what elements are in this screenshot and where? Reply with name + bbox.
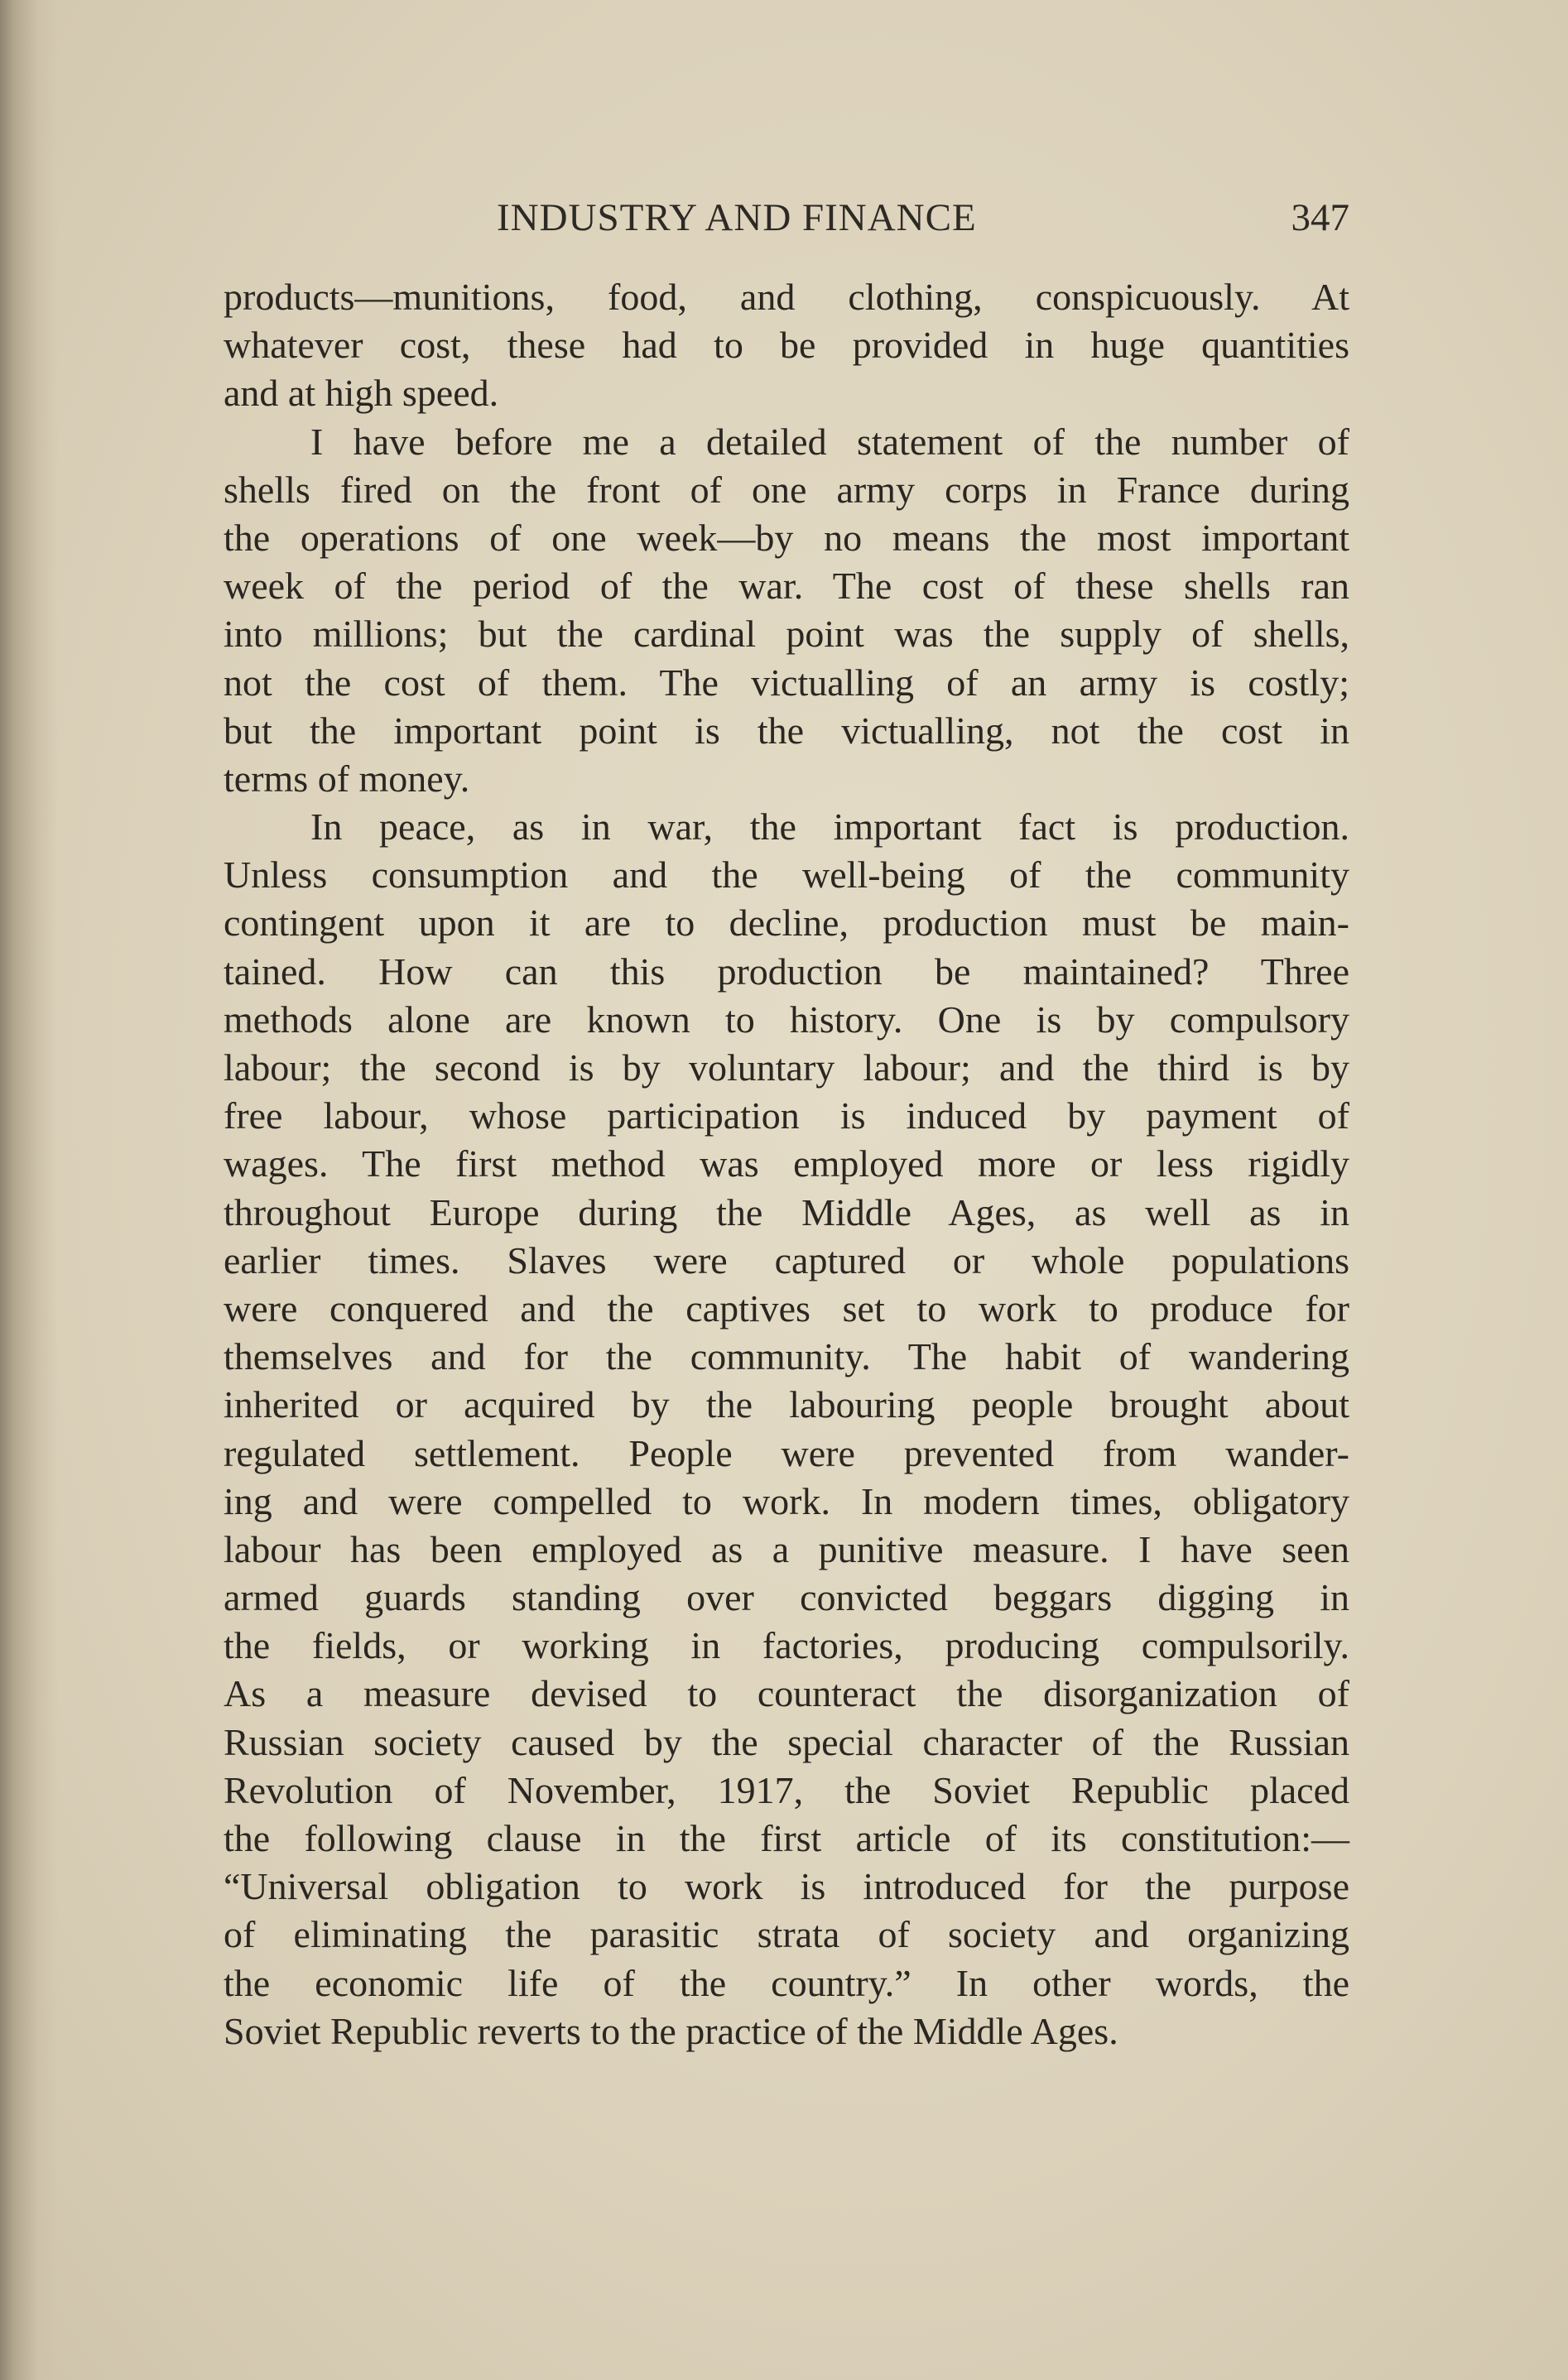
text-line: and at high speed. (224, 372, 499, 415)
text-line: products—munitions, food, and clothing, conspicuously. At (224, 276, 1349, 318)
text-line: into millions; but the cardinal point was the supply of shells, (224, 613, 1349, 656)
running-title: INDUSTRY AND FINANCE (497, 196, 977, 239)
text-line: earlier times. Slaves were captured or whole populations (224, 1238, 1349, 1281)
page-number: 347 (1291, 196, 1349, 239)
text-line: Soviet Republic reverts to the practice of the Middle Ages. (224, 2009, 1118, 2052)
binding-gutter-shadow (0, 0, 58, 2380)
text-line: were conquered and the captives set to work to produce for (224, 1286, 1349, 1329)
text-line: contingent upon it are to decline, production must be main- (224, 902, 1349, 945)
text-line: inherited or acquired by the labouring people brought about (224, 1383, 1349, 1426)
text-line: Unless consumption and the well-being of the community (224, 853, 1349, 897)
text-line: shells fired on the front of one army corps in France during (224, 468, 1349, 511)
running-head (224, 189, 1349, 247)
text-line: labour; the second is by voluntary labour; and the third is by (224, 1046, 1349, 1089)
text-line: tained. How can this production be maintained? Three (224, 950, 1349, 993)
text-line: week of the period of the war. The cost of these shells ran (224, 565, 1349, 608)
text-line: not the cost of them. The victualling of an army is costly; (224, 661, 1349, 704)
text-line: Russian society caused by the special character of the Russian (224, 1720, 1349, 1763)
text-line: I have before me a detailed statement of the number of (310, 420, 1349, 463)
text-line: In peace, as in war, the important fact is production. (310, 805, 1349, 849)
text-line: themselves and for the community. The habit of wandering (224, 1335, 1349, 1378)
text-line: As a measure devised to counteract the disorganization of (224, 1672, 1349, 1715)
body-text (224, 273, 1349, 2055)
text-line: regulated settlement. People were prevented from wander- (224, 1431, 1349, 1474)
text-line: throughout Europe during the Middle Ages, as well as in (224, 1190, 1349, 1233)
text-line: Revolution of November, 1917, the Soviet Republic placed (224, 1768, 1349, 1811)
text-line: the operations of one week—by no means the most important (224, 516, 1349, 559)
text-line: the economic life of the country.” In other words, the (224, 1961, 1349, 2004)
text-line: armed guards standing over convicted beggars digging in (224, 1576, 1349, 1619)
text-line: the following clause in the first article of its constitution:— (224, 1817, 1349, 1859)
text-line: terms of money. (224, 757, 470, 800)
text-line: of eliminating the parasitic strata of society and organizing (224, 1913, 1349, 1956)
text-line: “Universal obligation to work is introduced for the purpose (224, 1865, 1349, 1908)
text-line: labour has been employed as a punitive measure. I have seen (224, 1527, 1349, 1570)
text-line: methods alone are known to history. One is by compulsory (224, 998, 1349, 1041)
text-line: ing and were compelled to work. In modern times, obligatory (224, 1479, 1349, 1522)
text-line: the fields, or working in factories, producing compulsorily. (224, 1624, 1349, 1667)
text-line: whatever cost, these had to be provided in huge quantities (224, 324, 1349, 367)
text-line: but the important point is the victualling, not the cost in (224, 709, 1349, 752)
text-line: wages. The first method was employed more or less rigidly (224, 1142, 1349, 1185)
text-line: free labour, whose participation is induced by payment of (224, 1094, 1349, 1137)
